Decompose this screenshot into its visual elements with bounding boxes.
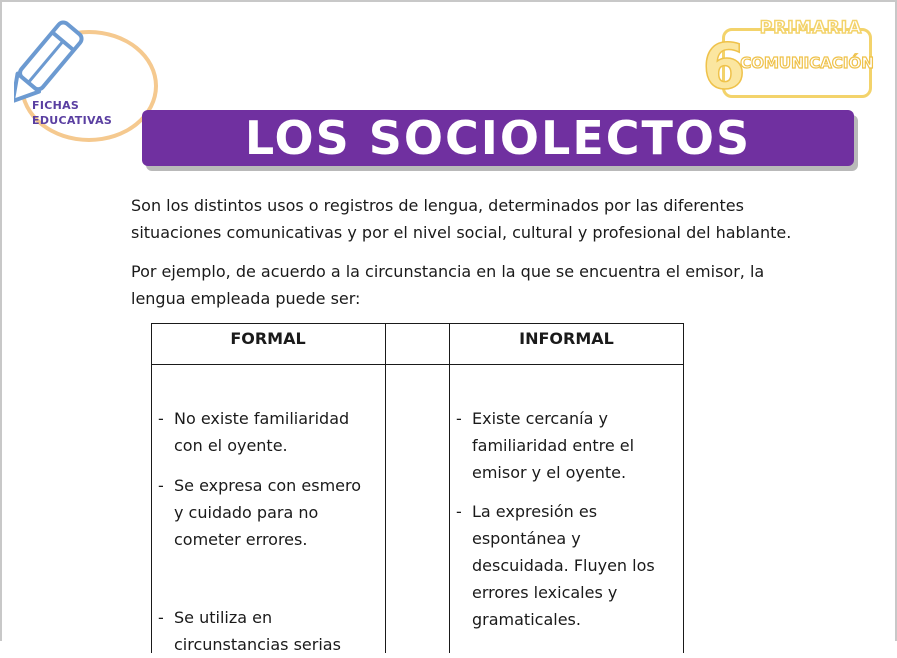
title-banner: [142, 110, 854, 166]
item-line: errores lexicales y: [472, 583, 618, 602]
text-line: Por ejemplo, de acuerdo a la circunstancia en la que se encuentra el emisor, la: [131, 262, 765, 281]
table-border-left: [151, 323, 152, 653]
text-line: Son los distintos usos o registros de lengua, determinados por las diferentes: [131, 196, 744, 215]
table-border-top: [151, 323, 684, 324]
item-line: gramaticales.: [472, 610, 581, 629]
item-line: No existe familiaridad: [174, 409, 350, 428]
item-line: Se utiliza en: [174, 608, 273, 627]
intro-paragraph-1: [131, 192, 821, 246]
badge-grade-number: 6: [702, 30, 746, 103]
page-title: LOS SOCIOLECTOS: [244, 111, 752, 165]
item-line: cometer errores.: [174, 530, 308, 549]
badge-grade-level: PRIMARIA: [759, 18, 863, 38]
item-line: circunstancias serias: [174, 635, 341, 654]
item-line: espontánea y: [472, 529, 581, 548]
logo-text: [32, 98, 142, 128]
item-line: La expresión es: [472, 502, 598, 521]
badge-subject: COMUNICACIÓN: [740, 54, 874, 72]
table-border-right: [683, 323, 684, 653]
header-blank: [386, 329, 449, 353]
logo-line-1: FICHAS: [32, 99, 80, 112]
table-col-divider-1: [385, 323, 386, 653]
bullet-dash: -: [158, 476, 164, 495]
comparison-table: [151, 323, 684, 653]
header-informal: INFORMAL: [519, 329, 614, 348]
bullet-dash: -: [456, 502, 462, 521]
text-line: situaciones comunicativas y por el nivel social, cultural y profesional del hablante.: [131, 223, 792, 242]
item-line: Se expresa con esmero: [174, 476, 362, 495]
bullet-dash: -: [456, 409, 462, 428]
table-col-divider-2: [449, 323, 450, 653]
logo-line-2: EDUCATIVAS: [32, 114, 113, 127]
item-line: emisor y el oyente.: [472, 463, 627, 482]
header-formal: FORMAL: [230, 329, 306, 348]
primaria-comunicacion-badge: [700, 18, 878, 102]
bullet-dash: -: [158, 608, 164, 627]
item-line: Existe cercanía y: [472, 409, 608, 428]
item-line: familiaridad entre el: [472, 436, 635, 455]
item-line: y cuidado para no: [174, 503, 319, 522]
text-line: lengua empleada puede ser:: [131, 289, 361, 308]
table-header-divider: [151, 364, 684, 365]
item-line: descuidada. Fluyen los: [472, 556, 655, 575]
intro-paragraph-2: [131, 258, 821, 312]
bullet-dash: -: [158, 409, 164, 428]
item-line: con el oyente.: [174, 436, 288, 455]
